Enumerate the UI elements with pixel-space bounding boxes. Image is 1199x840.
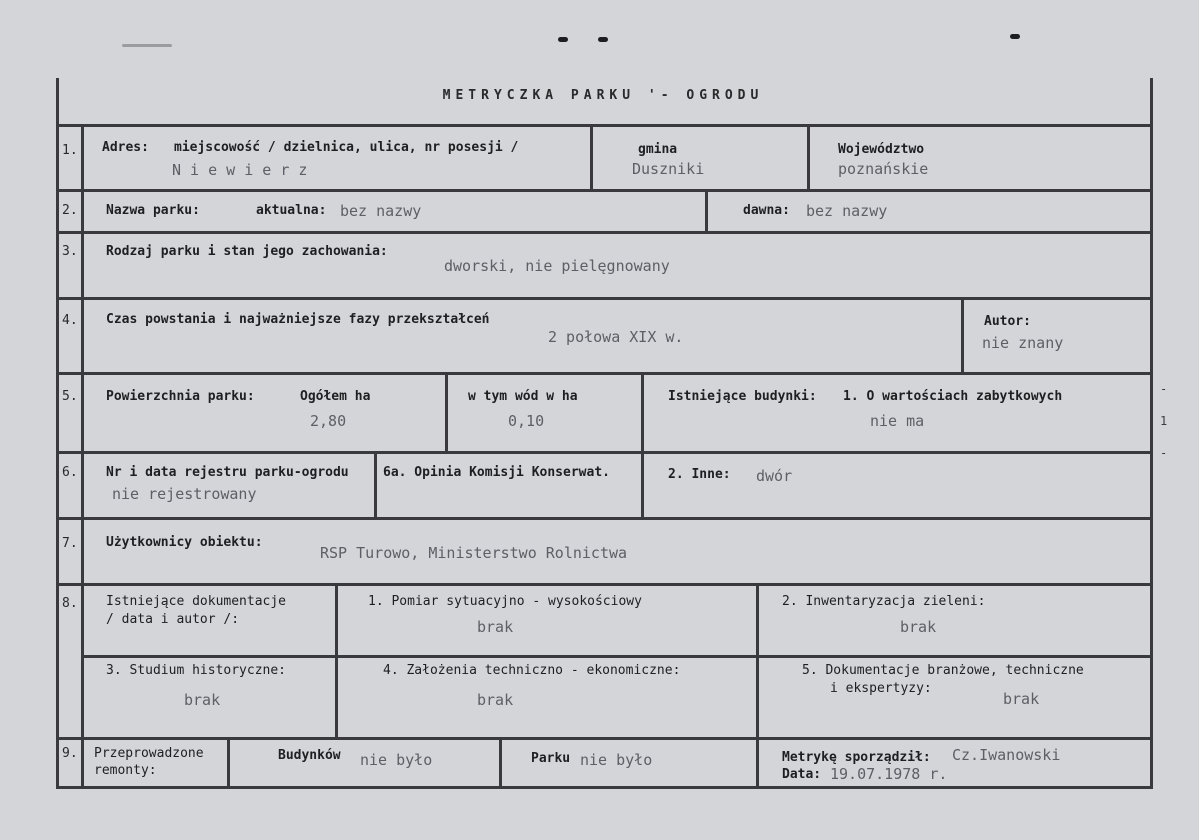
row-divider <box>56 124 1150 127</box>
industry-docs-label: 5. Dokumentacje branżowe, techniczne <box>802 663 1084 678</box>
number-column-divider <box>81 124 84 786</box>
row-number: 2. <box>62 203 78 218</box>
row-number: 9. <box>62 746 78 761</box>
row-divider <box>56 737 1150 740</box>
buildings-renovation-label: Budynków <box>278 748 341 763</box>
park-renovation-value: nie było <box>580 751 653 769</box>
other-buildings-label: 2. Inne: <box>668 467 731 482</box>
cell-divider <box>756 583 759 740</box>
former-name-value: bez nazwy <box>806 202 888 220</box>
cell-divider <box>590 124 593 192</box>
area-label: Powierzchnia parku: <box>106 389 255 404</box>
current-name-label: aktualna: <box>256 203 327 218</box>
origin-label: Czas powstania i najważniejsze fazy przekształceń <box>106 312 490 327</box>
row-number: 6. <box>62 465 78 480</box>
row-divider <box>56 517 1150 520</box>
users-label: Użytkownicy obiektu: <box>106 535 263 550</box>
buildings-label: Istniejące budynki: <box>668 389 817 404</box>
row-divider <box>56 372 1150 375</box>
historic-buildings-value: nie ma <box>870 412 925 430</box>
conservation-opinion-label: 6a. Opinia Komisji Konserwat. <box>383 465 610 480</box>
cell-divider <box>335 583 338 740</box>
cell-divider <box>807 124 810 192</box>
row-divider <box>56 189 1150 192</box>
industry-docs-value: brak <box>1003 690 1040 708</box>
park-name-label: Nazwa parku: <box>106 203 200 218</box>
users-value: RSP Turowo, Ministerstwo Rolnictwa <box>320 544 628 562</box>
punch-hole-center <box>558 37 568 42</box>
expertise-label: i ekspertyzy: <box>830 681 932 696</box>
technical-assumptions-label: 4. Założenia techniczno - ekonomiczne: <box>383 663 681 678</box>
cell-divider <box>641 372 644 520</box>
form-title: METRYCZKA PARKU '- OGRODU <box>442 88 764 103</box>
prepared-by-value: Cz.Iwanowski <box>952 746 1061 764</box>
other-buildings-value: dwór <box>756 467 793 485</box>
current-name-value: bez nazwy <box>340 202 422 220</box>
cell-divider <box>227 737 230 786</box>
historic-buildings-label: 1. O wartościach zabytkowych <box>843 389 1063 404</box>
total-area-value: 2,80 <box>310 412 347 430</box>
date-value: 19.07.1978 r. <box>830 765 948 783</box>
row-number: 1. <box>62 143 78 158</box>
date-label: Data: <box>782 767 822 782</box>
register-value: nie rejestrowany <box>112 485 257 503</box>
gmina-label: gmina <box>638 142 678 157</box>
documentation-label: Istniejące dokumentacje <box>106 594 287 609</box>
historical-study-label: 3. Studium historyczne: <box>106 663 287 678</box>
gmina-value: Duszniki <box>632 160 705 178</box>
row-number: 4. <box>62 313 78 328</box>
technical-assumptions-value: brak <box>477 691 514 709</box>
punch-hole-center-b <box>598 37 608 42</box>
cell-divider <box>961 297 964 375</box>
row-number: 3. <box>62 244 78 259</box>
documentation-sublabel: / data i autor /: <box>106 612 240 627</box>
park-renovation-label: Parku <box>531 751 571 766</box>
water-area-value: 0,10 <box>508 412 545 430</box>
renovations-label: Przeprowadzone <box>94 746 204 761</box>
total-area-label: Ogółem ha <box>300 389 371 404</box>
address-sublabel: miejscowość / dzielnica, ulica, nr posesji / <box>174 140 519 155</box>
row-divider <box>56 583 1150 586</box>
row-number: 7. <box>62 536 78 551</box>
row-divider <box>81 655 1150 658</box>
survey-label: 1. Pomiar sytuacyjno - wysokościowy <box>368 594 642 609</box>
origin-value: 2 połowa XIX w. <box>548 328 684 346</box>
page-mark-bottom: - <box>1160 446 1168 460</box>
register-label: Nr i data rejestru parku-ogrodu <box>106 465 349 480</box>
address-label: Adres: <box>102 140 149 155</box>
row-divider <box>56 231 1150 234</box>
park-type-label: Rodzaj parku i stan jego zachowania: <box>106 244 388 259</box>
punch-hole-right <box>1010 34 1020 39</box>
renovations-sublabel: remonty: <box>94 763 157 778</box>
row-number: 8. <box>62 596 78 611</box>
cell-divider <box>445 372 448 454</box>
cell-divider <box>756 737 759 786</box>
former-name-label: dawna: <box>743 203 790 218</box>
page-mark-number: 1 <box>1160 414 1168 428</box>
buildings-renovation-value: nie było <box>360 751 433 769</box>
voivodeship-value: poznańskie <box>838 160 929 178</box>
author-value: nie znany <box>982 334 1064 352</box>
author-label: Autor: <box>984 314 1031 329</box>
row-divider <box>56 297 1150 300</box>
historical-study-value: brak <box>184 691 221 709</box>
cell-divider <box>499 737 502 786</box>
punch-hole-left <box>122 44 172 47</box>
park-type-value: dworski, nie pielęgnowany <box>444 257 670 275</box>
row-divider <box>56 451 1150 454</box>
water-area-label: w tym wód w ha <box>468 389 578 404</box>
row-number: 5. <box>62 389 78 404</box>
page-mark-top: - <box>1160 382 1168 396</box>
voivodeship-label: Województwo <box>838 142 925 157</box>
prepared-by-label: Metrykę sporządził: <box>782 750 931 765</box>
greenery-inventory-value: brak <box>900 618 937 636</box>
form-frame <box>56 78 1153 789</box>
survey-value: brak <box>477 618 514 636</box>
cell-divider <box>374 451 377 520</box>
cell-divider <box>705 189 708 234</box>
address-value: N i e w i e r z <box>172 161 308 179</box>
greenery-inventory-label: 2. Inwentaryzacja zieleni: <box>782 594 986 609</box>
